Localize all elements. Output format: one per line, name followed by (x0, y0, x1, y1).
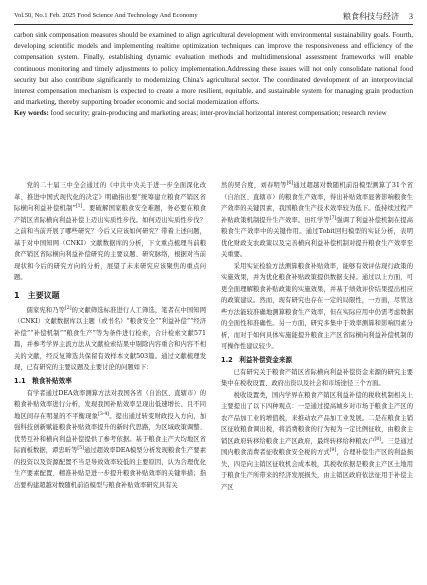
tax-text: 税收设置类，国内学界在粮食产销区利益补偿的税收机制相关上主要提出了以下四种观点：一是通过提高城乡对市场于粮食主产区的农产品加工业的增值税，来推动农产品加工业发展。二是在粮食主销区征收粮食调出税，将消费粮食的行为视为一定比例征收，由粮食主销区政府转移给粮食主产区政府，最终转移给种粮农户 (221, 391, 413, 445)
efficiency-text-end: 通过超效率DEA模型分析发现粮食生产要素的投资以及资源配置不当是导致效率较低的主要原因，认为合理优化生产要素配置、精准补贴是进一步提升粮食补贴效率的关键举措；指出要构建超越对数随机前沿模型与粮食补贴效率研究具有关 (14, 447, 206, 489)
journal-cn-title: 粮食科技与经济 (343, 12, 399, 21)
citation: [7] (329, 215, 337, 221)
citation: [3-4] (98, 411, 110, 417)
running-header (14, 10, 413, 25)
efficiency-text: 有学者通过DEA效率测算方法对我国各省（自治区、直辖市）的粮食补贴效率进行分析，发现我国补贴效率呈现出低速增长、且不同地区间存在明显的不平衡现象 (14, 389, 206, 420)
english-abstract (14, 30, 413, 120)
keywords-label: Key words: (14, 109, 49, 118)
right-column (221, 180, 413, 493)
intro-text-cont: 。要破解国家粮食安全难题，务必要在粮食产销区省际横向利益补偿上迈出实质性步伐。如何迈出实质性步伐？之前和当前开展了哪些研究？今后又应该如何研究？带着上述问题，基于对中国知网（CNKI）文献数据库的分析，下文重点梳理当前粮食产销区省际横向利益补偿研究的主要议题、研究脉络，根据对当前现状和今后的研究方向的分析，展望了未来研究应该聚焦的重点问题。 (14, 205, 206, 281)
citation: [2] (65, 305, 72, 311)
tax-text-b: 。三是通过国内粮食消费者征收粮食安全税的方式 (221, 437, 414, 456)
cont-text-c: 强调了利益补偿机制在提高粮食生产效率中的关键作用。通过Tobit回归模型的实证分析，表明优化财政支农政策以及完善横向利益补偿机制对提升粮食生产效率至关重要。 (221, 216, 414, 258)
tax-text-c: ，合理补偿生产区的利益损失，四是向主销区征收机会成本税，其税收依据是粮食主产区土地用于粮食生产所带来的经济发展损失，由主销区政府依法征用于补偿主产区 (221, 449, 414, 491)
cont-text-b: 通过超越对数随机前沿模型测算了31个省（自治区、直辖市）的粮食生产效率，得出补贴效率显著影响粮食生产效率的关键因素，我国粮食生产技术效率较为低下。低持续过程产补贴政策机制提升生产效率。田红学等 (221, 182, 414, 224)
citation: [8] (374, 436, 382, 442)
section-heading-main-topics: 1 主要议题 (14, 290, 60, 300)
continued-paragraph (221, 180, 413, 261)
page-number: 3 (409, 12, 413, 21)
subsection-heading-subsidy-efficiency: 1.1 粮食补贴效率 (14, 376, 72, 385)
left-column (14, 180, 206, 491)
subsection-heading-fund-sources: 1.2 利益补偿资金来源 (221, 355, 293, 364)
intro-text: 党的二十届三中全会通过的《中共中央关于进一步全面深化改革、推进中国式现代化的决定》明确指出要“统筹建立粮食产销区省际横向利益补偿机制” (14, 182, 206, 212)
method-text-cont: 的文献筛选标准进行人工筛选，笔者在中国知网（CNKI）文献数据库以主题（或书名）“粮食安全”“利益补偿”“经济补偿”“补偿机制”“粮食生产”等为条件进行检索，合计检索文献571篇，并参考学界主流方法从文献检索结果中剔除内容重合和内容不相关的文献，经反复筛选共保留有效样本文献503篇。通过文献梳理发现，已有研究的主要议题及主要讨论的问题如下： (14, 306, 207, 371)
citation: [6] (286, 180, 294, 186)
efficiency-paragraph (14, 388, 206, 492)
method-text: 儒家宪和乃等 (26, 306, 66, 314)
citation: [9] (329, 447, 337, 453)
citation: [1] (75, 203, 83, 209)
citation: [5] (77, 445, 84, 451)
intro-paragraph (14, 180, 206, 284)
efficiency-text-cont: 。提出通过转变财政投入方向，加强科技创新赋能粮食补贴效率提升的新时代思路，为区域政策调整、优势互补和横向利益补偿提供了参考依据。基于粮食主产大均地区省际面板数据，谭忠昕等 (14, 412, 207, 454)
cont-text: 然的契合度，刘春明等 (221, 182, 287, 189)
fund-sources-paragraph: 已有研究关于粮食产销区省际横向利益补偿资金来源的研究主要集中在税收设置、政府出资以及社会和市场途径三个方面。 (221, 368, 413, 387)
abstract-text: carbon sink compensation measures should be examined to align agricultural development with environmental sustainability goals. Fourth, developing scientific models and implementing realtime optimization techniques can improve the responsiveness and efficiency of the compensation system. Finally, establishing dynamic evaluation methods and multidimensional assessment frameworks will enable continuous monitoring and timely adjustments to policy implementation.Addressing these issues will not only consolidate national food security but also contribute significantly to modernizing China's agricultural sector. The coordinated development of an interprovincial interest compensation mechanism is expected to create a more resilient, equitable, and sustainable system for managing grain production and marketing, thereby supporting broader economic and social modernization efforts. (14, 31, 413, 107)
keywords-text: food security; grain-producing and marketing areas; inter-provincial horizontal interest compensation; research review (50, 109, 387, 118)
evaluation-paragraph: 采用实证检验方法测算粮食补贴效率，能够有效评估现行政策的实施效果，并为优化粮食补贴政策提供数据支持。通过以上方面，可更全面理解粮食补贴政策的实施效果，并基于绩效评价结果提出相应的政策建议。然而，现有研究也存在一定的局限性，一方面，尽管这些方法能较准确地测算粮食生产效率，但在实际应用中仍需考虑数据的全面性和准确性。另一方面，研究多集中于效率测算和影响因素分析，而对于如何具体实施能提升粮食主产区省际横向利益补偿机制的可操作性建议较少。 (221, 262, 413, 350)
journal-line: Vol.50, No.1 Feb. 2025 Food Science And Technology And Economy (14, 12, 198, 19)
method-paragraph (14, 305, 206, 374)
tax-paragraph (221, 390, 413, 494)
journal-title-page (343, 11, 413, 22)
